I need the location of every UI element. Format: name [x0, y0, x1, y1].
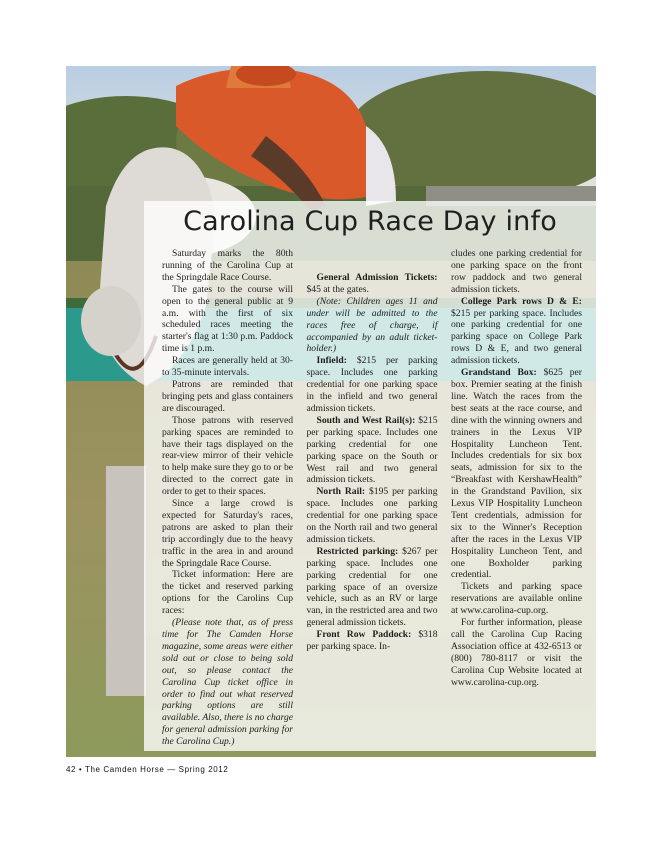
column-3: [451, 248, 582, 748]
restricted-label: Restricted parking:: [316, 545, 399, 557]
column-1: [162, 248, 293, 748]
paragraph: Saturday marks the 80th running of the Carolina Cup at the Springdale Race Course.: [162, 248, 293, 283]
front-row-label: Front Row Paddock:: [316, 629, 412, 641]
paragraph: [307, 296, 438, 356]
paragraph: [451, 367, 582, 581]
page-footer: 42 • The Camden Horse — Spring 2012: [66, 765, 229, 774]
article-title: Carolina Cup Race Day info: [183, 206, 557, 237]
paragraph: [307, 272, 438, 296]
north-rail-text: $195 per parking space. Includes one parking credential for one parking space on the North rail and two general admission tickets.: [306, 486, 438, 545]
general-admission-note: (Note: Children ages 11 and under will be admitted to the races free of charge, if accompanied by an adult ticket-holder.): [306, 295, 438, 355]
paragraph: [307, 546, 438, 629]
grandstand-label: Grandstand Box:: [461, 367, 537, 379]
north-rail-label: North Rail:: [316, 486, 366, 498]
note-intro: (Please note that, as of press time for The Camden Horse magazine, some areas were either sold out or close to being sold out, so please contact the Carolina Cup ticket office in order to find out what reserved parking options are still available. Also, there is no charge for general admission parking for the Carolina Cup.): [162, 617, 294, 748]
article-body: [162, 248, 582, 748]
college-park-text: $215 per parking space. Includes one parking credential for one parking space on College Park rows D & E, and two general admission tickets.: [451, 307, 582, 367]
paragraph: The gates to the course will open to the general public at 9 a.m. with the first of six scheduled races meeting the starter's flag at 1:30 p.m. Paddock time is 1 p.m.: [162, 283, 293, 355]
paragraph: [162, 617, 293, 748]
infield-text: $215 per parking space. Includes one parking credential for one parking space in the infield and two general admission tickets.: [306, 355, 438, 414]
paragraph: cludes one parking credential for one parking space on the front row paddock and two general admission tickets.: [451, 248, 582, 295]
paragraph: For further information, please call the Carolina Cup Racing Association office at 432-6513 or (800) 780-8117 or visit the Carolina Cup Website located at www.carolina-cup.org.: [451, 617, 582, 688]
south-west-rail-text: $215 per parking space. Includes one parking credential for one parking space on the South or West rail and two general admission tickets.: [306, 414, 438, 486]
front-row-text: $318 per parking space. In-: [306, 629, 438, 653]
paragraph: [307, 629, 438, 653]
paragraph: [307, 355, 438, 415]
paragraph: [307, 486, 438, 546]
paragraph: Those patrons with reserved parking spaces are reminded to have their tags displayed on the rear-view mirror of their vehicle to help make sure they go to or be directed to the correct gate in order to get to their spaces.: [162, 414, 293, 498]
paragraph: Races are generally held at 30- to 35-minute intervals.: [162, 355, 293, 379]
south-west-rail-label: South and West Rail(s):: [316, 414, 416, 426]
restricted-text: $267 per parking space. Includes one parking credential for one parking space of an oversize vehicle, such as an RV or large van, in the restricted area and two general admission tickets.: [306, 545, 438, 629]
paragraph: [307, 415, 438, 486]
paragraph: Ticket information: Here are the ticket and reserved parking options for the Carolins Cup races:: [162, 569, 293, 617]
college-park-label: College Park rows D & E:: [461, 295, 582, 307]
grandstand-text: $625 per box. Premier seating at the finish line. Watch the races from the best seats at the race course, and dine with the winning owners and trainers in the Lexus VIP Hospitality Luncheon Tent. Includes credentials for six box seats, admission for six to the “Breakfast with KershawHealth” in the Grandstand Pavilion, six Lexus VIP Hospitality Luncheon Tent credentials, admission for six to the Winner's Reception after the races in the Lexus VIP Hospitality Luncheon Tent, and one Boxholder parking credential.: [451, 367, 582, 581]
general-admission-label: General Admission Tickets:: [316, 272, 438, 283]
general-admission-text: $45 at the gates.: [306, 283, 369, 295]
paragraph: Since a large crowd is expected for Saturday's races, patrons are asked to plan their trip accordingly due to the heavy traffic in the area in and around the Springdale Race Course.: [162, 498, 293, 569]
infield-label: Infield:: [316, 355, 347, 367]
column-2: [307, 248, 438, 748]
paragraph: Tickets and parking space reservations are available online at www.carolina-cup.org.: [451, 581, 582, 617]
paragraph: [451, 296, 582, 367]
paragraph: Patrons are reminded that bringing pets and glass containers are discouraged.: [162, 378, 293, 414]
